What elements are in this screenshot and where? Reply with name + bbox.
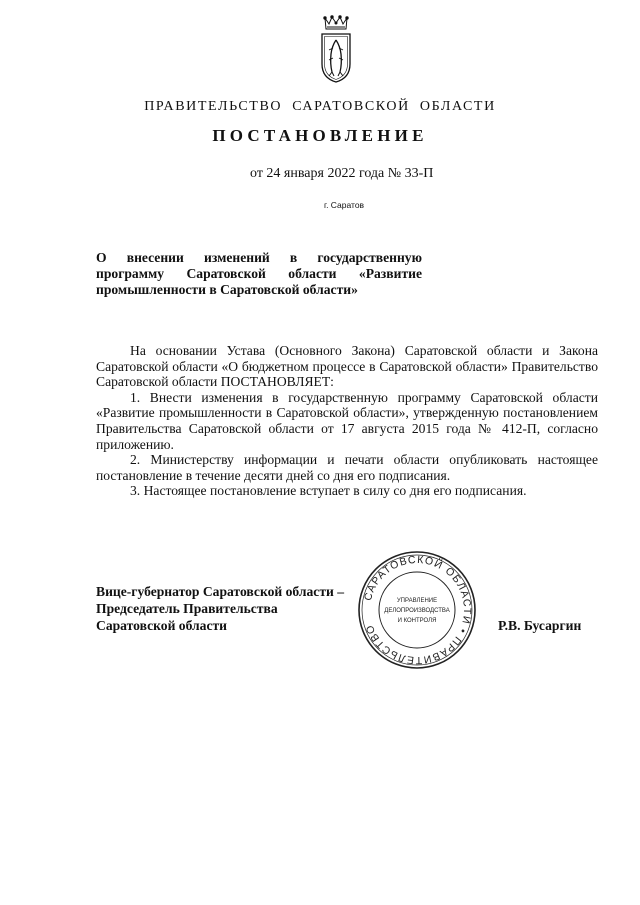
- signer-position-line-2: Председатель Правительства: [96, 601, 278, 616]
- stamp-line-3: И КОНТРОЛЯ: [397, 618, 437, 624]
- stamp-ring-text: САРАТОВСКОЙ ОБЛАСТИ • ПРАВИТЕЛЬСТВО: [361, 553, 474, 667]
- item-3-paragraph: 3. Настоящее постановление вступает в силу со дня его подписания.: [130, 483, 527, 499]
- signer-position-line-3: Саратовской области: [96, 618, 228, 633]
- signer-name: Р.В. Бусаргин: [498, 618, 582, 633]
- city: г. Саратов: [324, 200, 365, 210]
- date-and-number: от 24 января 2022 года № 33-П: [250, 166, 434, 181]
- signer-position-line-1: Вице-губернатор Саратовской области –: [96, 584, 345, 599]
- item-2-paragraph: 2. Министерству информации и печати области опубликовать настоящее постановление в течение десяти дней со дня его подписания.: [96, 452, 598, 483]
- coat-of-arms-emblem: [316, 14, 356, 84]
- government-title: ПРАВИТЕЛЬСТВО САРАТОВСКОЙ ОБЛАСТИ: [144, 99, 496, 114]
- preamble-paragraph: На основании Устава (Основного Закона) Саратовской области и Закона Саратовской области «О бюджетном процессе в Саратовской области» Правительство Саратовской области ПОСТАНОВЛЯЕТ:: [96, 343, 598, 390]
- document-subject: О внесении изменений в государственную программу Саратовской области «Развитие промышленности в Саратовской области»: [96, 250, 422, 297]
- stamp-line-1: УПРАВЛЕНИЕ: [396, 598, 438, 604]
- signature-block: [96, 583, 344, 634]
- document-body: [96, 343, 598, 499]
- stamp-line-2: ДЕЛОПРОИЗВОДСТВА: [384, 608, 450, 614]
- official-stamp: [356, 549, 478, 671]
- document-type: ПОСТАНОВЛЕНИЕ: [212, 126, 428, 145]
- item-1-paragraph: 1. Внести изменения в государственную программу Саратовской области «Развитие промышленности в Саратовской области», утвержденную постановлением Правительства Саратовской области от 17 августа 2015 года № 412-П, согласно приложению.: [96, 389, 598, 452]
